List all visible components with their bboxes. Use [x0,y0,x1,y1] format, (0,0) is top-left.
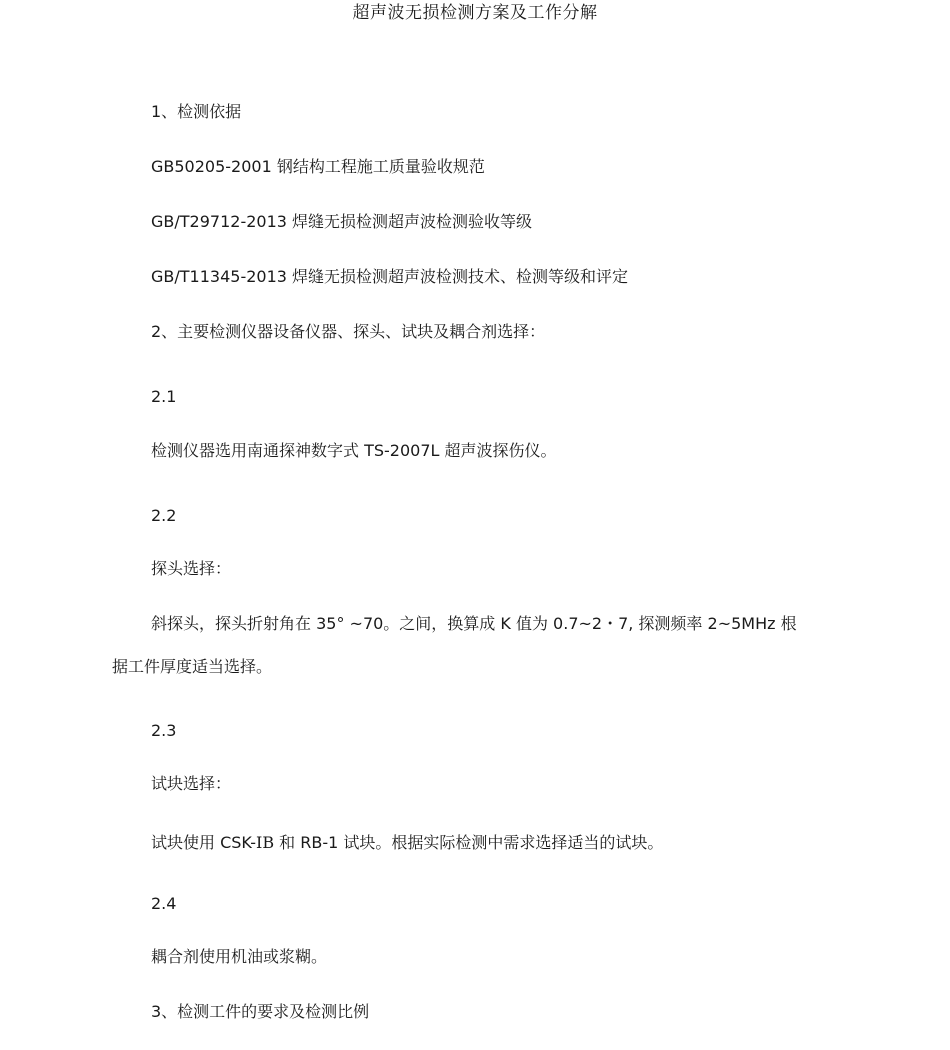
subsection-2-1-text: 检测仪器选用南通探神数字式 TS-2007L 超声波探伤仪。 [151,441,557,460]
subsection-2-1-number: 2.1 [151,387,177,406]
subsection-2-3-number: 2.3 [151,721,177,740]
subsection-2-2-number: 2.2 [151,506,177,525]
section1-heading: 1、检测依据 [151,102,242,121]
section3-heading: 3、检测工件的要求及检测比例 [151,1002,370,1021]
standard-item-3: GB/T11345-2013 焊缝无损检测超声波检测技术、检测等级和评定 [151,267,629,286]
subsection-2-3-text-roman: IB [256,833,275,852]
standard-item-1: GB50205-2001 钢结构工程施工质量验收规范 [151,157,485,176]
section2-heading: 2、主要检测仪器设备仪器、探头、试块及耦合剂选择： [151,322,546,341]
subsection-2-2-text-line2: 据工件厚度适当选择。 [112,657,273,676]
subsection-2-3-text-prefix: 试块使用 CSK- [151,833,257,852]
subsection-2-2-label: 探头选择： [151,559,232,578]
subsection-2-4-text: 耦合剂使用机油或浆糊。 [151,947,328,966]
subsection-2-3-text [151,832,663,854]
document-title: 超声波无损检测方案及工作分解 [352,3,598,23]
subsection-2-2-text-line1: 斜探头，探头折射角在 35° ~70。之间，换算成 K 值为 0.7~2・7, 探测频率 2~5MHz 根 [151,614,797,633]
subsection-2-3-text-suffix: 和 RB-1 试块。根据实际检测中需求选择适当的试块。 [274,833,664,852]
subsection-2-4-number: 2.4 [151,894,177,913]
standard-item-2: GB/T29712-2013 焊缝无损检测超声波检测验收等级 [151,212,533,231]
subsection-2-3-label: 试块选择： [151,774,232,793]
